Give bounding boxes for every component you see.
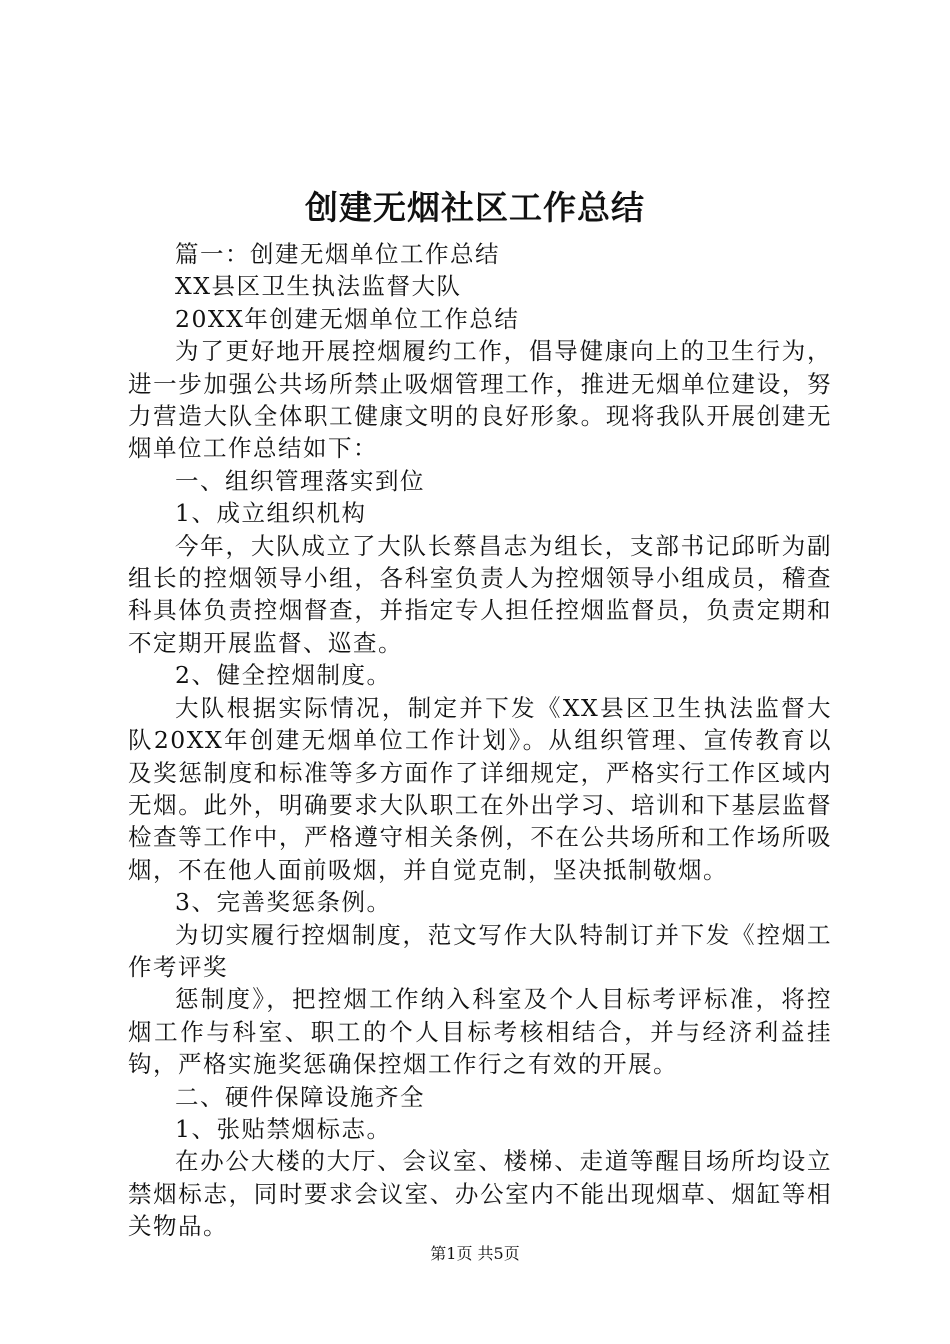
paragraph: XX县区卫生执法监督大队 — [175, 272, 462, 301]
paragraph: 20XX年创建无烟单位工作总结 — [175, 304, 520, 333]
paragraph: 1、成立组织机构 — [175, 499, 367, 528]
paragraph: 大队根据实际情况，制定并下发《XX县区卫生执法监督大队20XX年创建无烟单位工作计划》。从组织管理、宣传教育以及奖惩制度和标准等多方面作了详细规定，严格实行工作区域内无烟。此外，明确要求大队职工在外出学习、培训和下基层监督检查等工作中，严格遵守相关条例，不在公共场所和工作场所吸烟，不在他人面前吸烟，并自觉克制，坚决抵制敬烟。 — [128, 693, 832, 884]
paragraph: 一、组织管理落实到位 — [175, 466, 425, 495]
paragraph: 为切实履行控烟制度，范文写作大队特制订并下发《控烟工作考评奖 — [128, 920, 832, 981]
paragraph: 在办公大楼的大厅、会议室、楼梯、走道等醒目场所均设立禁烟标志，同时要求会议室、办公室内不能出现烟草、烟缸等相关物品。 — [128, 1147, 832, 1241]
paragraph: 篇一：创建无烟单位工作总结 — [175, 240, 500, 268]
paragraph: 为了更好地开展控烟履约工作，倡导健康向上的卫生行为，进一步加强公共场所禁止吸烟管理工作，推进无烟单位建设，努力营造大队全体职工健康文明的良好形象。现将我队开展创建无烟单位工作总结如下： — [128, 337, 832, 463]
document-title: 创建无烟社区工作总结 — [305, 188, 645, 227]
document-body — [128, 238, 832, 1243]
paragraph: 二、硬件保障设施齐全 — [175, 1082, 425, 1111]
page-footer: 第1页 共5页 — [430, 1244, 520, 1263]
paragraph: 3、完善奖惩条例。 — [175, 888, 392, 917]
paragraph: 2、健全控烟制度。 — [175, 661, 392, 690]
paragraph: 今年，大队成立了大队长蔡昌志为组长，支部书记邱昕为副组长的控烟领导小组，各科室负责人为控烟领导小组成员，稽查科具体负责控烟督查，并指定专人担任控烟监督员，负责定期和不定期开展监督、巡查。 — [128, 531, 832, 657]
paragraph: 1、张贴禁烟标志。 — [175, 1114, 392, 1143]
paragraph: 惩制度》，把控烟工作纳入科室及个人目标考评标准，将控烟工作与科室、职工的个人目标考核相结合，并与经济利益挂钩，严格实施奖惩确保控烟工作行之有效的开展。 — [128, 985, 832, 1079]
